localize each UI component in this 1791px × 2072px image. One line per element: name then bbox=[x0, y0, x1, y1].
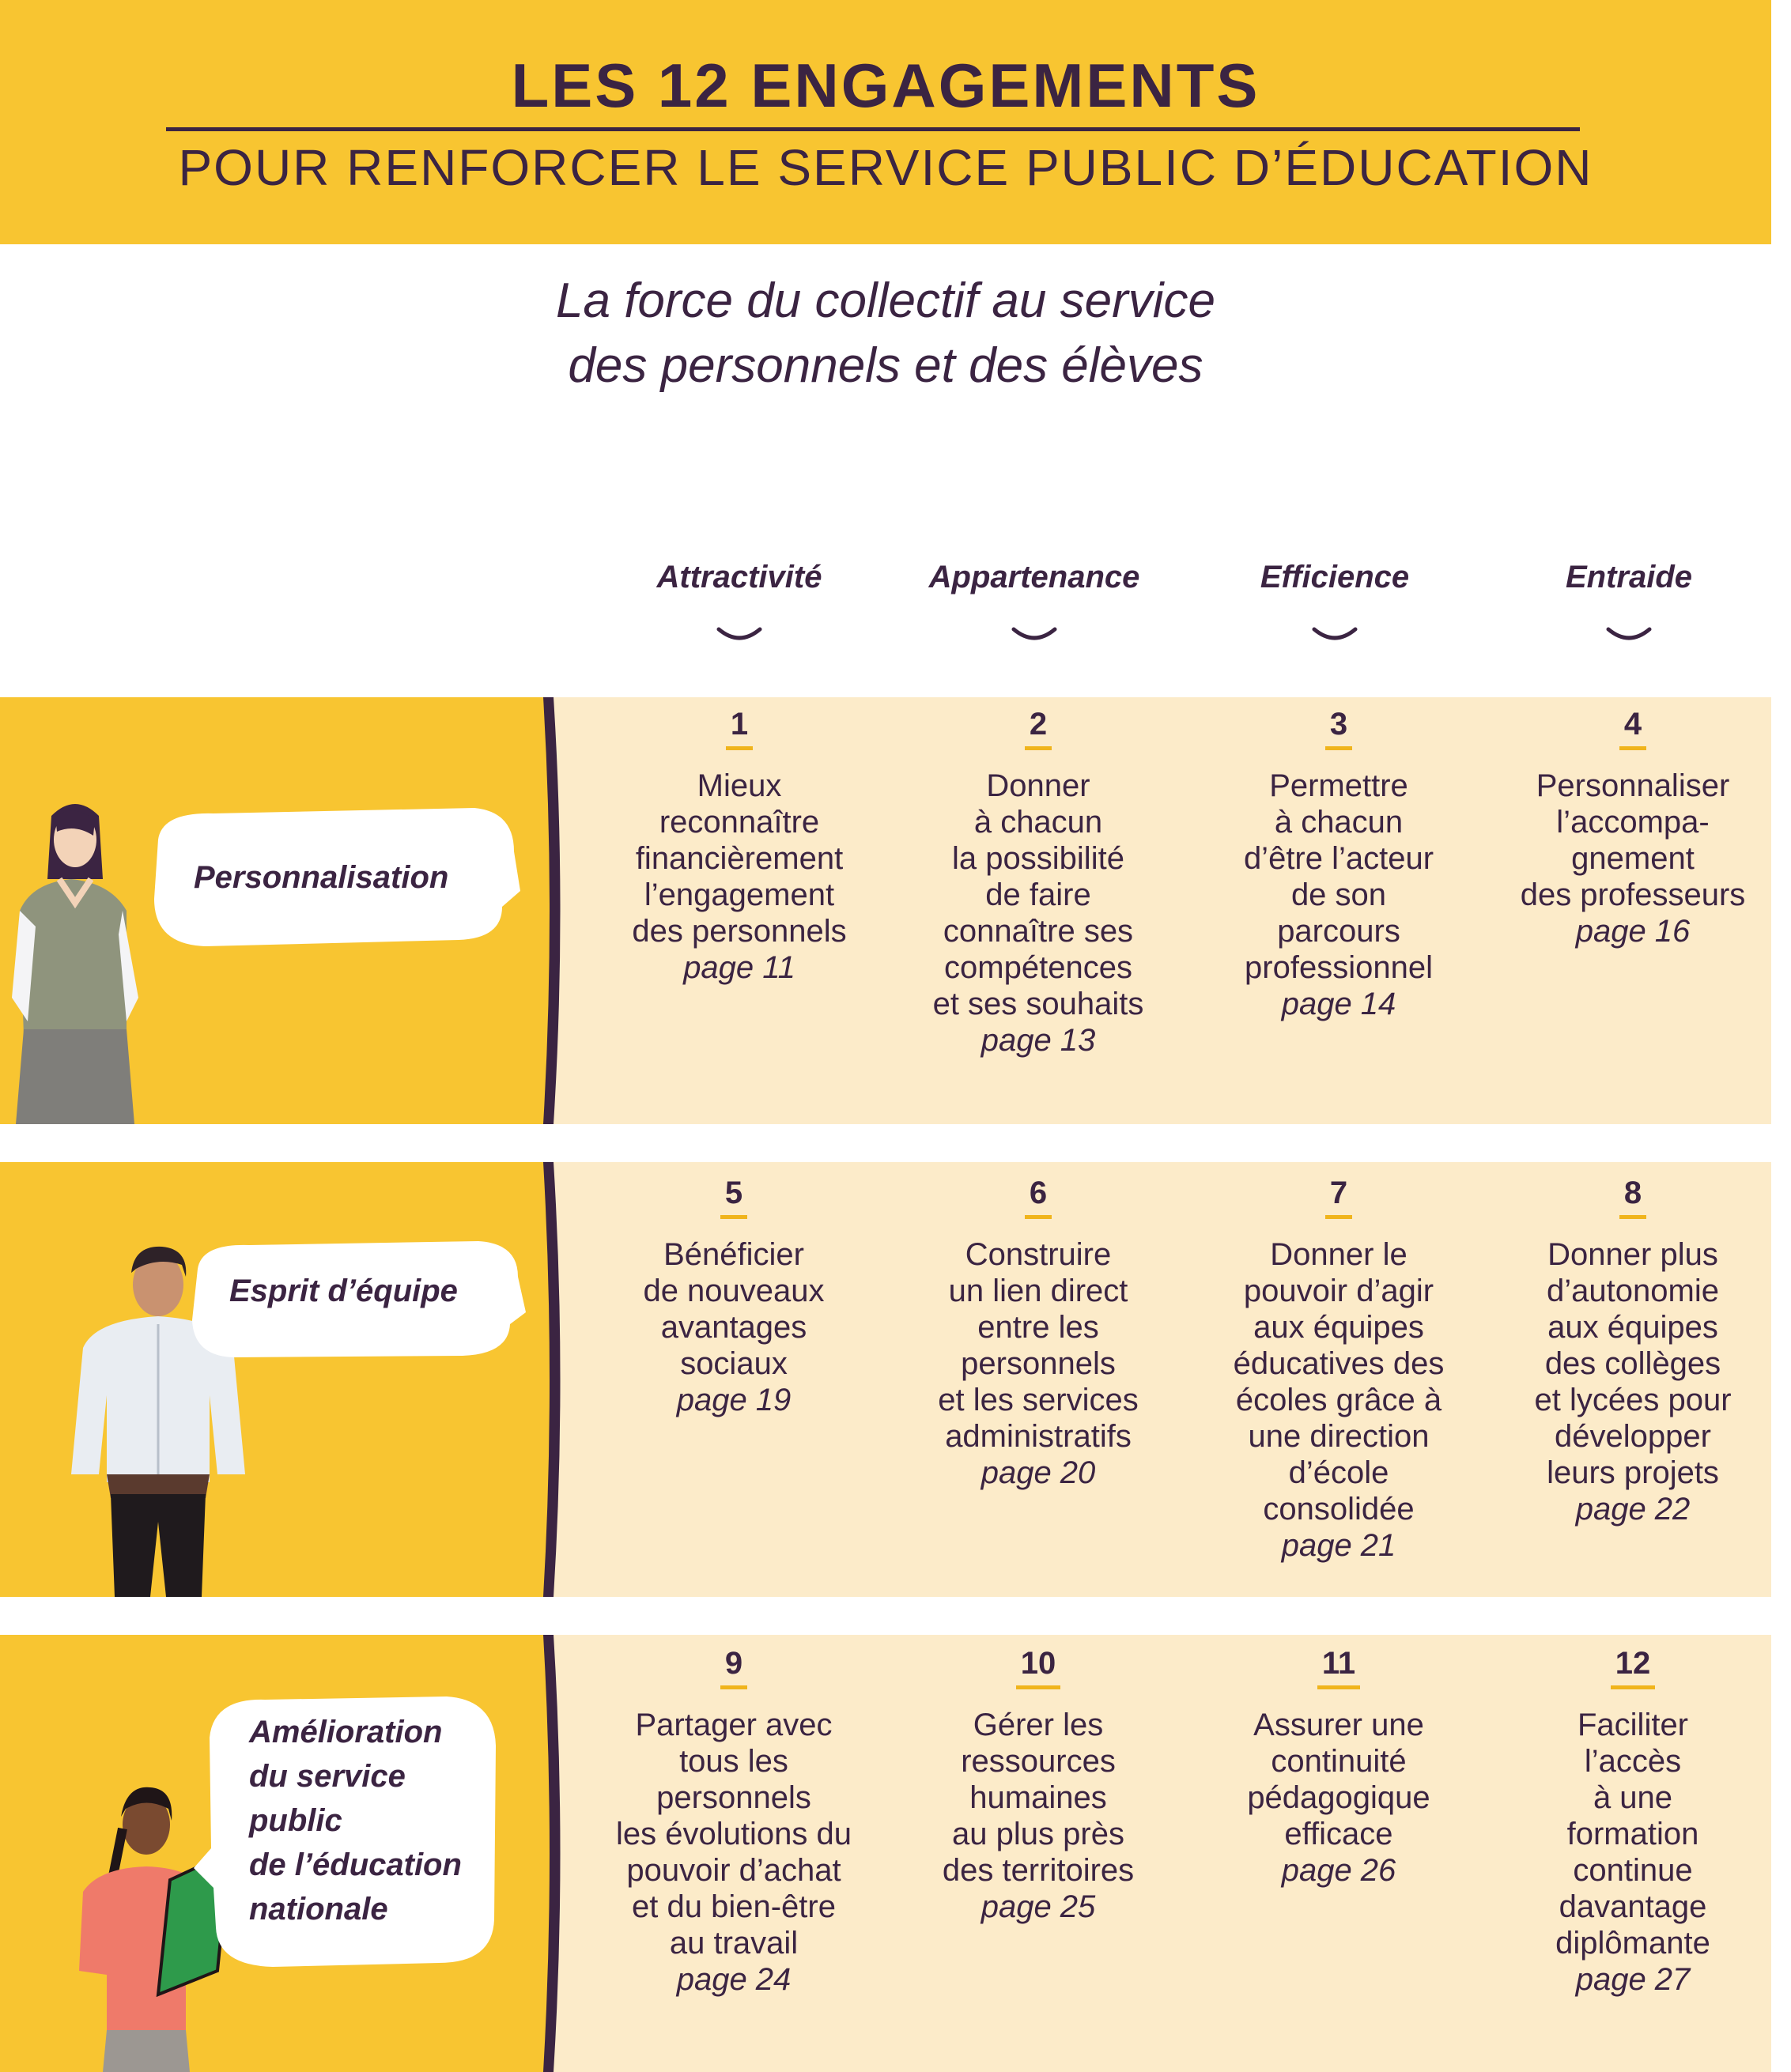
theme-line: Personnalisation bbox=[194, 860, 449, 895]
engagement-line: ressources bbox=[961, 1744, 1116, 1779]
engagement-9 bbox=[588, 1644, 880, 1998]
page-reference: page 11 bbox=[683, 950, 795, 985]
engagement-line: aux équipes bbox=[1547, 1310, 1718, 1345]
engagement-text bbox=[1192, 768, 1485, 1022]
row-divider bbox=[534, 1162, 581, 1597]
page-reference: page 16 bbox=[1575, 914, 1691, 949]
row-divider bbox=[534, 1635, 581, 2072]
engagement-line: personnels bbox=[656, 1780, 811, 1815]
engagement-line: et ses souhaits bbox=[932, 987, 1144, 1021]
engagement-number: 4 bbox=[1619, 705, 1646, 750]
engagement-text bbox=[892, 768, 1185, 1059]
engagement-11 bbox=[1192, 1644, 1485, 1889]
engagement-line: pouvoir d’agir bbox=[1243, 1274, 1434, 1308]
engagement-line: au travail bbox=[669, 1926, 799, 1961]
engagement-line: à chacun bbox=[1274, 805, 1404, 840]
page-reference: page 24 bbox=[676, 1962, 792, 1997]
engagement-line: parcours bbox=[1277, 914, 1400, 949]
engagement-12 bbox=[1487, 1644, 1779, 1998]
engagement-line: des personnels bbox=[632, 914, 847, 949]
theme-label-personnalisation bbox=[194, 855, 448, 900]
engagement-number: 11 bbox=[1317, 1644, 1360, 1689]
engagement-line: sociaux bbox=[680, 1346, 788, 1381]
engagement-line: entre les bbox=[977, 1310, 1099, 1345]
theme-line: Esprit d’équipe bbox=[229, 1274, 458, 1308]
engagement-text bbox=[1192, 1236, 1485, 1564]
engagement-line: gnement bbox=[1571, 841, 1695, 876]
page-subtitle: POUR RENFORCER LE SERVICE PUBLIC D’ÉDUCATION bbox=[178, 139, 1593, 196]
page-title: LES 12 ENGAGEMENTS bbox=[511, 51, 1260, 120]
engagement-line: l’engagement bbox=[644, 877, 835, 912]
page-reference: page 26 bbox=[1281, 1853, 1396, 1888]
engagement-line: continuité bbox=[1271, 1744, 1407, 1779]
engagement-3 bbox=[1192, 705, 1485, 1022]
engagement-line: de faire bbox=[985, 877, 1091, 912]
woman-illustration-icon bbox=[8, 792, 158, 1124]
engagement-line: Personnaliser bbox=[1536, 768, 1730, 803]
engagement-line: d’autonomie bbox=[1547, 1274, 1719, 1308]
page-reference: page 19 bbox=[676, 1383, 792, 1417]
engagement-line: les évolutions du bbox=[616, 1817, 852, 1851]
engagement-line: Donner plus bbox=[1547, 1237, 1718, 1272]
engagement-number: 10 bbox=[1016, 1644, 1061, 1689]
engagement-line: la possibilité bbox=[952, 841, 1124, 876]
engagement-line: un lien direct bbox=[948, 1274, 1128, 1308]
engagement-line: connaître ses bbox=[943, 914, 1134, 949]
title-divider bbox=[166, 127, 1580, 131]
engagement-line: reconnaître bbox=[659, 805, 820, 840]
tagline bbox=[0, 269, 1771, 398]
engagement-4 bbox=[1487, 705, 1779, 949]
engagement-line: efficace bbox=[1284, 1817, 1393, 1851]
engagement-number: 5 bbox=[720, 1174, 747, 1219]
engagement-line: formation bbox=[1566, 1817, 1699, 1851]
engagement-line: financièrement bbox=[635, 841, 844, 876]
engagement-number: 7 bbox=[1325, 1174, 1352, 1219]
engagement-line: à chacun bbox=[973, 805, 1103, 840]
page-reference: page 22 bbox=[1575, 1492, 1691, 1527]
theme-label-esprit-equipe bbox=[229, 1269, 458, 1313]
page-reference: page 13 bbox=[981, 1023, 1096, 1058]
row-esprit-equipe bbox=[0, 1162, 1771, 1597]
engagement-text bbox=[1487, 768, 1779, 949]
chevron-down-icon bbox=[1605, 625, 1653, 647]
engagement-line: Bénéficier bbox=[663, 1237, 804, 1272]
engagement-line: d’être l’acteur bbox=[1243, 841, 1434, 876]
engagement-line: personnels bbox=[961, 1346, 1116, 1381]
engagement-text bbox=[1487, 1707, 1779, 1998]
engagement-number: 2 bbox=[1025, 705, 1052, 750]
engagement-line: diplômante bbox=[1555, 1926, 1710, 1961]
engagement-line: Donner bbox=[986, 768, 1090, 803]
engagement-line: développer bbox=[1555, 1419, 1711, 1454]
page-reference: page 27 bbox=[1575, 1962, 1691, 1997]
engagement-number: 12 bbox=[1611, 1644, 1656, 1689]
engagement-line: davantage bbox=[1559, 1889, 1707, 1924]
engagement-10 bbox=[892, 1644, 1185, 1925]
engagement-line: et lycées pour bbox=[1534, 1383, 1732, 1417]
row-personnalisation bbox=[0, 697, 1771, 1124]
engagement-line: de nouveaux bbox=[643, 1274, 825, 1308]
engagement-line: de son bbox=[1290, 877, 1387, 912]
engagement-text bbox=[1487, 1236, 1779, 1527]
engagement-line: Permettre bbox=[1269, 768, 1408, 803]
row-divider bbox=[534, 697, 581, 1124]
page-reference: page 21 bbox=[1281, 1528, 1396, 1563]
theme-line: public bbox=[249, 1803, 342, 1838]
engagement-1 bbox=[593, 705, 886, 986]
engagement-2 bbox=[892, 705, 1185, 1059]
engagement-line: l’accompa- bbox=[1556, 805, 1710, 840]
engagement-number: 8 bbox=[1619, 1174, 1646, 1219]
engagement-line: une direction bbox=[1248, 1419, 1430, 1454]
engagement-text bbox=[588, 1236, 880, 1418]
engagement-line: Donner le bbox=[1270, 1237, 1407, 1272]
engagement-line: écoles grâce à bbox=[1235, 1383, 1442, 1417]
engagement-line: à une bbox=[1593, 1780, 1673, 1815]
page-reference: page 14 bbox=[1281, 987, 1396, 1021]
page-reference: page 20 bbox=[981, 1455, 1096, 1490]
tagline-line-1: La force du collectif au service bbox=[556, 274, 1215, 328]
engagement-line: continue bbox=[1573, 1853, 1693, 1888]
engagement-line: aux équipes bbox=[1253, 1310, 1424, 1345]
theme-label-amelioration bbox=[249, 1710, 462, 1931]
page-reference: page 25 bbox=[981, 1889, 1096, 1924]
engagement-line: administratifs bbox=[945, 1419, 1132, 1454]
engagement-line: d’école bbox=[1288, 1455, 1389, 1490]
engagement-number: 1 bbox=[726, 705, 753, 750]
engagement-line: des collèges bbox=[1544, 1346, 1721, 1381]
engagement-line: au plus près bbox=[952, 1817, 1124, 1851]
engagement-5 bbox=[588, 1174, 880, 1418]
engagement-line: Faciliter bbox=[1577, 1708, 1689, 1742]
engagement-text bbox=[588, 1707, 880, 1998]
engagement-line: pédagogique bbox=[1247, 1780, 1430, 1815]
column-header-appartenance: Appartenance bbox=[928, 560, 1140, 594]
header-band bbox=[0, 0, 1771, 244]
row-amelioration bbox=[0, 1635, 1771, 2072]
engagement-text bbox=[593, 768, 886, 986]
chevron-down-icon bbox=[716, 625, 763, 647]
theme-line: nationale bbox=[249, 1892, 388, 1927]
engagement-line: avantages bbox=[660, 1310, 807, 1345]
engagement-line: et du bien-être bbox=[632, 1889, 836, 1924]
engagement-6 bbox=[892, 1174, 1185, 1491]
engagement-line: compétences bbox=[944, 950, 1132, 985]
engagement-number: 9 bbox=[720, 1644, 747, 1689]
column-header-entraide: Entraide bbox=[1565, 560, 1693, 594]
theme-line: du service bbox=[249, 1759, 406, 1794]
engagement-line: et les services bbox=[938, 1383, 1139, 1417]
column-header-attractivite: Attractivité bbox=[656, 560, 822, 594]
engagement-line: consolidée bbox=[1263, 1492, 1415, 1527]
engagement-number: 6 bbox=[1025, 1174, 1052, 1219]
engagement-8 bbox=[1487, 1174, 1779, 1527]
engagement-line: tous les bbox=[679, 1744, 788, 1779]
engagement-line: éducatives des bbox=[1233, 1346, 1445, 1381]
column-header-efficience: Efficience bbox=[1260, 560, 1410, 594]
chevron-down-icon bbox=[1011, 625, 1058, 647]
theme-line: de l’éducation bbox=[249, 1847, 462, 1882]
engagement-line: Mieux bbox=[697, 768, 782, 803]
engagement-line: professionnel bbox=[1245, 950, 1433, 985]
engagement-7 bbox=[1192, 1174, 1485, 1564]
engagement-line: leurs projets bbox=[1547, 1455, 1719, 1490]
engagement-text bbox=[892, 1707, 1185, 1925]
tagline-line-2: des personnels et des élèves bbox=[568, 338, 1203, 393]
engagement-line: Gérer les bbox=[973, 1708, 1104, 1742]
engagement-line: Partager avec bbox=[635, 1708, 833, 1742]
engagement-number: 3 bbox=[1325, 705, 1352, 750]
engagement-line: pouvoir d’achat bbox=[626, 1853, 841, 1888]
engagement-line: Construire bbox=[965, 1237, 1112, 1272]
engagement-line: humaines bbox=[969, 1780, 1107, 1815]
engagement-text bbox=[1192, 1707, 1485, 1889]
engagement-line: des territoires bbox=[942, 1853, 1135, 1888]
engagement-line: Assurer une bbox=[1253, 1708, 1424, 1742]
engagement-line: l’accès bbox=[1584, 1744, 1682, 1779]
theme-line: Amélioration bbox=[249, 1715, 443, 1749]
engagement-text bbox=[892, 1236, 1185, 1491]
engagement-line: des professeurs bbox=[1520, 877, 1746, 912]
chevron-down-icon bbox=[1311, 625, 1358, 647]
